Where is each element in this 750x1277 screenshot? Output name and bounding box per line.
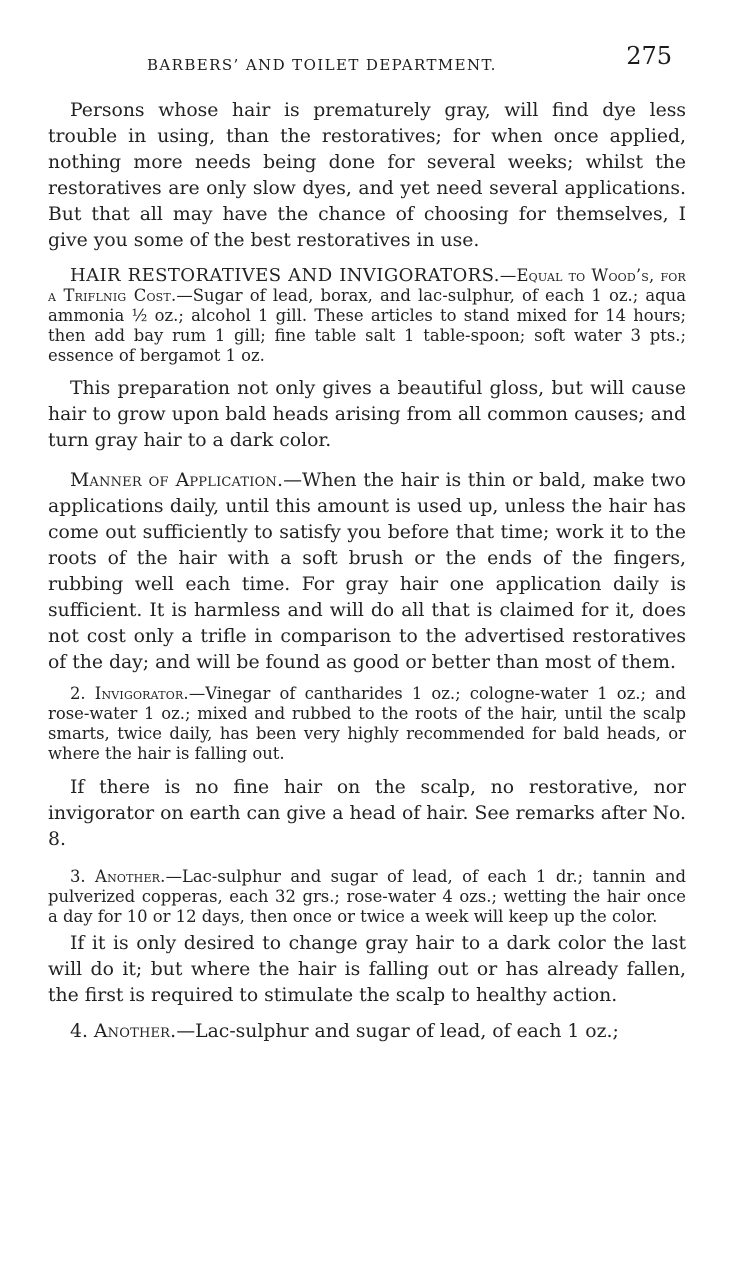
paragraph-another-4 [48, 1019, 686, 1045]
paragraph-preparation-benefits: This preparation not only gives a beautiful gloss, but will cause hair to grow upon bald heads arising from all common causes; and turn gray hair to a dark color. [48, 378, 686, 451]
paragraph-color-note: If it is only desired to change gray hair to a dark color the last will do it; but where the hair is falling out or has already fallen, the first is required to stimulate the scalp to healthy action. [48, 933, 686, 1006]
recipe-label: Invigorator. [94, 684, 189, 703]
paragraph-invigorator [48, 684, 686, 764]
recipe-number: 3. [70, 867, 96, 886]
paragraph-intro: Persons whose hair is prematurely gray, will find dye less trouble in using, than the restoratives; for when once applied, nothing more needs being done for several weeks; whilst the restoratives are only slow dyes, and yet need several applications. But that all may have the chance of choosing for themselves, I give you some of the best restoratives in use. [48, 100, 686, 251]
paragraph-remarks: If there is no fine hair on the scalp, no restorative, nor invigorator on earth can give a head of hair. See remarks after No. 8. [48, 777, 686, 850]
recipe-label: Another. [95, 867, 166, 886]
running-head-title: BARBERS’ AND TOILET DEPARTMENT. [147, 56, 497, 74]
page-number: 275 [626, 42, 672, 70]
paragraph-manner-of-application [48, 468, 686, 676]
recipe-number: 2. [70, 684, 95, 703]
paragraph-hair-restoratives [48, 266, 686, 366]
paragraph-text: —Lac-sulphur and sugar of lead, of each 1 oz.; [176, 1021, 619, 1042]
section-subheading: —Equal to Wood’s, for a Triflnig Cost. [48, 266, 686, 305]
paragraph-text: —Lac-sulphur and sugar of lead, of each 1 dr.; tannin and pulverized copperas, each 32 grs.; rose-water 4 ozs.; wetting the hair once a day for 10 or 12 days, then once or twice a week will keep up the color. [48, 867, 686, 926]
application-label: Manner of Application. [70, 470, 284, 491]
paragraph-text: —Vinegar of cantharides 1 oz.; cologne-water 1 oz.; and rose-water 1 oz.; mixed and rubbed to the roots of the hair, until the scalp smarts, twice daily, has been very highly recommended for bald heads, or where the hair is falling out. [48, 684, 686, 763]
paragraph-text: —Sugar of lead, borax, and lac-sulphur, of each 1 oz.; aqua ammonia ½ oz.; alcohol 1 gill. These articles to stand mixed for 14 hours; then add bay rum 1 gill; fine table salt 1 table-spoon; soft water 3 pts.; essence of bergamot 1 oz. [48, 286, 686, 365]
page-content [48, 98, 686, 1045]
paragraph-another-3 [48, 867, 686, 927]
recipe-label: Another. [93, 1021, 177, 1042]
paragraph-text: —When the hair is thin or bald, make two applications daily, until this amount is used up, unless the hair has come out sufficiently to satisfy you before that time; work it to the roots of the hair with a soft brush or the ends of the fingers, rubbing well each time. For gray hair one application daily is sufficient. It is harmless and will do all that is claimed for it, does not cost only a trifle in comparison to the advertised restoratives of the day; and will be found as good or better than most of them. [48, 470, 686, 673]
section-heading: HAIR RESTORATIVES AND INVIGORATORS. [70, 265, 500, 286]
running-head [44, 40, 694, 80]
recipe-number: 4. [70, 1021, 94, 1042]
